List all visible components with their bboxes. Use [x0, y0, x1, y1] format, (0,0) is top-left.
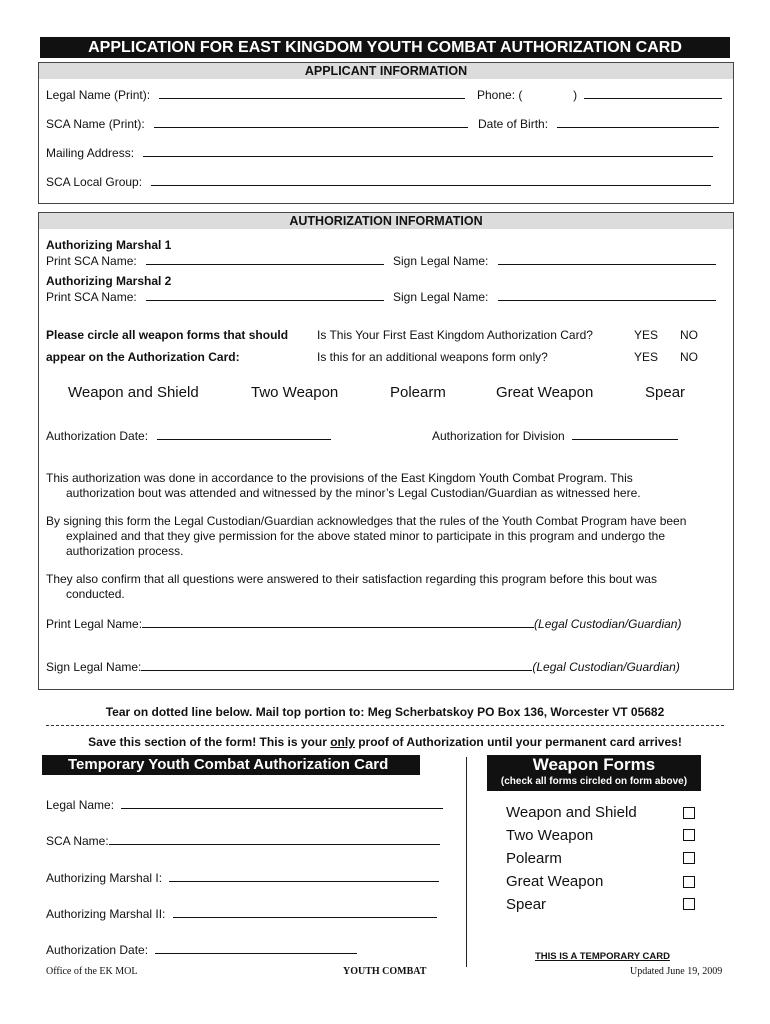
phone-close-paren: ) [573, 88, 578, 102]
marshal2-sign-row [393, 289, 716, 304]
polearm-checkbox[interactable] [683, 852, 695, 864]
weapon-option-weapon-and-shield[interactable]: Weapon and Shield [68, 384, 199, 401]
marshal1-sign-field[interactable] [498, 253, 716, 265]
guardian-sign-row [46, 659, 680, 674]
auth-division-row [432, 428, 678, 443]
auth-date-label: Authorization Date: [46, 429, 149, 443]
q2-yes-option[interactable]: YES [634, 350, 659, 364]
acknowledgement-line-1: By signing this form the Legal Custodian/Guardian acknowledges that the rules of the Youth Combat Program have been [46, 514, 687, 528]
marshal1-print-label: Print SCA Name: [46, 254, 137, 268]
auth-division-field[interactable] [572, 428, 678, 440]
card-marshal1-row [46, 870, 439, 885]
marshal1-print-field[interactable] [146, 253, 384, 265]
marshal1-sign-label: Sign Legal Name: [393, 254, 489, 268]
dob-field[interactable] [557, 116, 719, 128]
phone-row [477, 87, 722, 102]
q1-yes-option[interactable]: YES [634, 328, 659, 342]
card-marshal2-row [46, 906, 437, 921]
card-marshal1-label: Authorizing Marshal I: [46, 871, 163, 885]
card-sca-name-label: SCA Name: [46, 834, 109, 848]
sca-name-row [46, 116, 468, 131]
form-title: APPLICATION FOR EAST KINGDOM YOUTH COMBAT AUTHORIZATION CARD [40, 37, 730, 58]
mailing-label: Mailing Address: [46, 146, 135, 160]
q1-no-option[interactable]: NO [680, 328, 698, 342]
dob-label: Date of Birth: [478, 117, 549, 131]
footer-youth-combat: YOUTH COMBAT [343, 966, 427, 977]
footer-office: Office of the EK MOL [46, 966, 138, 977]
authorization-heading: AUTHORIZATION INFORMATION [39, 213, 733, 229]
footer-updated: Updated June 19, 2009 [630, 966, 723, 977]
guardian-sign-field[interactable] [141, 659, 532, 671]
mail-instruction: Tear on dotted line below. Mail top portion to: Meg Scherbatskoy PO Box 136, Worcester VT 05682 [105, 705, 665, 719]
card-great-weapon: Great Weapon [506, 873, 604, 890]
card-auth-date-label: Authorization Date: [46, 943, 149, 957]
mailing-row [46, 145, 713, 160]
legal-name-row [46, 87, 465, 102]
legal-name-field[interactable] [159, 87, 465, 99]
acknowledgement-paragraph [46, 514, 724, 559]
dob-row [478, 116, 719, 131]
card-divider [466, 757, 467, 967]
auth-date-row [46, 428, 331, 443]
card-marshal2-label: Authorizing Marshal II: [46, 907, 166, 921]
local-group-field[interactable] [151, 174, 711, 186]
marshal2-sign-label: Sign Legal Name: [393, 290, 489, 304]
confirmation-line-1: They also confirm that all questions were answered to their satisfaction regarding this program before this bout was [46, 572, 657, 586]
card-auth-date-field[interactable] [155, 942, 357, 954]
weapon-forms-heading: Weapon Forms [532, 755, 656, 774]
card-two-weapon: Two Weapon [506, 827, 594, 844]
save-notice-part-2: proof of Authorization until your permanent card arrives! [354, 735, 682, 749]
phone-area-field[interactable] [526, 88, 570, 99]
phone-field[interactable] [584, 87, 722, 99]
marshal2-title: Authorizing Marshal 2 [46, 274, 172, 288]
card-sca-name-field[interactable] [109, 833, 440, 845]
spear-checkbox[interactable] [683, 898, 695, 910]
weapon-option-great-weapon[interactable]: Great Weapon [496, 384, 594, 401]
marshal1-print-row [46, 253, 384, 268]
legal-name-label: Legal Name (Print): [46, 88, 151, 102]
auth-division-label: Authorization for Division [432, 429, 565, 443]
card-legal-name-row [46, 797, 443, 812]
sca-name-field[interactable] [154, 116, 468, 128]
phone-label: Phone: ( [477, 88, 523, 102]
card-marshal2-field[interactable] [173, 906, 437, 918]
guardian-print-label: Print Legal Name: [46, 617, 143, 631]
save-notice [0, 735, 770, 749]
provisions-paragraph [46, 471, 724, 501]
great-weapon-checkbox[interactable] [683, 876, 695, 888]
weapon-forms-subheading: (check all forms circled on form above) [500, 776, 688, 787]
acknowledgement-line-2: explained and that they give permission for the above stated minor to participate in this program and undergo the [66, 529, 666, 543]
weapon-forms-heading-box [487, 755, 701, 791]
mailing-field[interactable] [143, 145, 713, 157]
guardian-print-role: (Legal Custodian/Guardian) [534, 617, 682, 631]
marshal2-print-row [46, 289, 384, 304]
card-polearm: Polearm [506, 850, 562, 867]
guardian-print-row [46, 616, 681, 631]
card-legal-name-label: Legal Name: [46, 798, 115, 812]
applicant-heading: APPLICANT INFORMATION [39, 63, 733, 79]
marshal2-print-label: Print SCA Name: [46, 290, 137, 304]
guardian-sign-role: (Legal Custodian/Guardian) [532, 660, 680, 674]
additional-weapons-question: Is this for an additional weapons form only? [317, 350, 548, 364]
guardian-sign-label: Sign Legal Name: [46, 660, 142, 674]
tear-line [46, 725, 724, 726]
q2-no-option[interactable]: NO [680, 350, 698, 364]
local-group-label: SCA Local Group: [46, 175, 143, 189]
save-notice-only: only [330, 735, 355, 749]
guardian-print-field[interactable] [142, 616, 534, 628]
first-card-question: Is This Your First East Kingdom Authorization Card? [317, 328, 593, 342]
card-auth-date-row [46, 942, 357, 957]
marshal2-print-field[interactable] [146, 289, 384, 301]
marshal2-sign-field[interactable] [498, 289, 716, 301]
card-sca-name-row [46, 833, 440, 848]
weapon-and-shield-checkbox[interactable] [683, 807, 695, 819]
local-group-row [46, 174, 711, 189]
auth-date-field[interactable] [157, 428, 331, 440]
acknowledgement-line-3: authorization process. [66, 544, 184, 558]
marshal1-sign-row [393, 253, 716, 268]
sca-name-label: SCA Name (Print): [46, 117, 145, 131]
marshal1-title: Authorizing Marshal 1 [46, 238, 172, 252]
card-legal-name-field[interactable] [121, 797, 443, 809]
temporary-card-notice: THIS IS A TEMPORARY CARD [535, 951, 670, 962]
confirmation-line-2: conducted. [66, 587, 125, 601]
save-notice-part-1: Save this section of the form! This is your [88, 735, 331, 749]
weapon-option-spear[interactable]: Spear [645, 384, 686, 401]
weapon-option-two-weapon[interactable]: Two Weapon [251, 384, 339, 401]
two-weapon-checkbox[interactable] [683, 829, 695, 841]
card-marshal1-field[interactable] [169, 870, 439, 882]
circle-instruction-2: appear on the Authorization Card: [46, 350, 240, 364]
weapon-option-polearm[interactable]: Polearm [390, 384, 446, 401]
circle-instruction-1: Please circle all weapon forms that should [46, 328, 289, 342]
confirmation-paragraph [46, 572, 724, 602]
provisions-line-2: authorization bout was attended and witnessed by the minor’s Legal Custodian/Guardian as witnessed here. [66, 486, 641, 500]
provisions-line-1: This authorization was done in accordance to the provisions of the East Kingdom Youth Combat Program. This [46, 471, 633, 485]
temporary-card-heading: Temporary Youth Combat Authorization Card [42, 755, 420, 775]
card-spear: Spear [506, 896, 547, 913]
card-weapon-and-shield: Weapon and Shield [506, 804, 637, 821]
